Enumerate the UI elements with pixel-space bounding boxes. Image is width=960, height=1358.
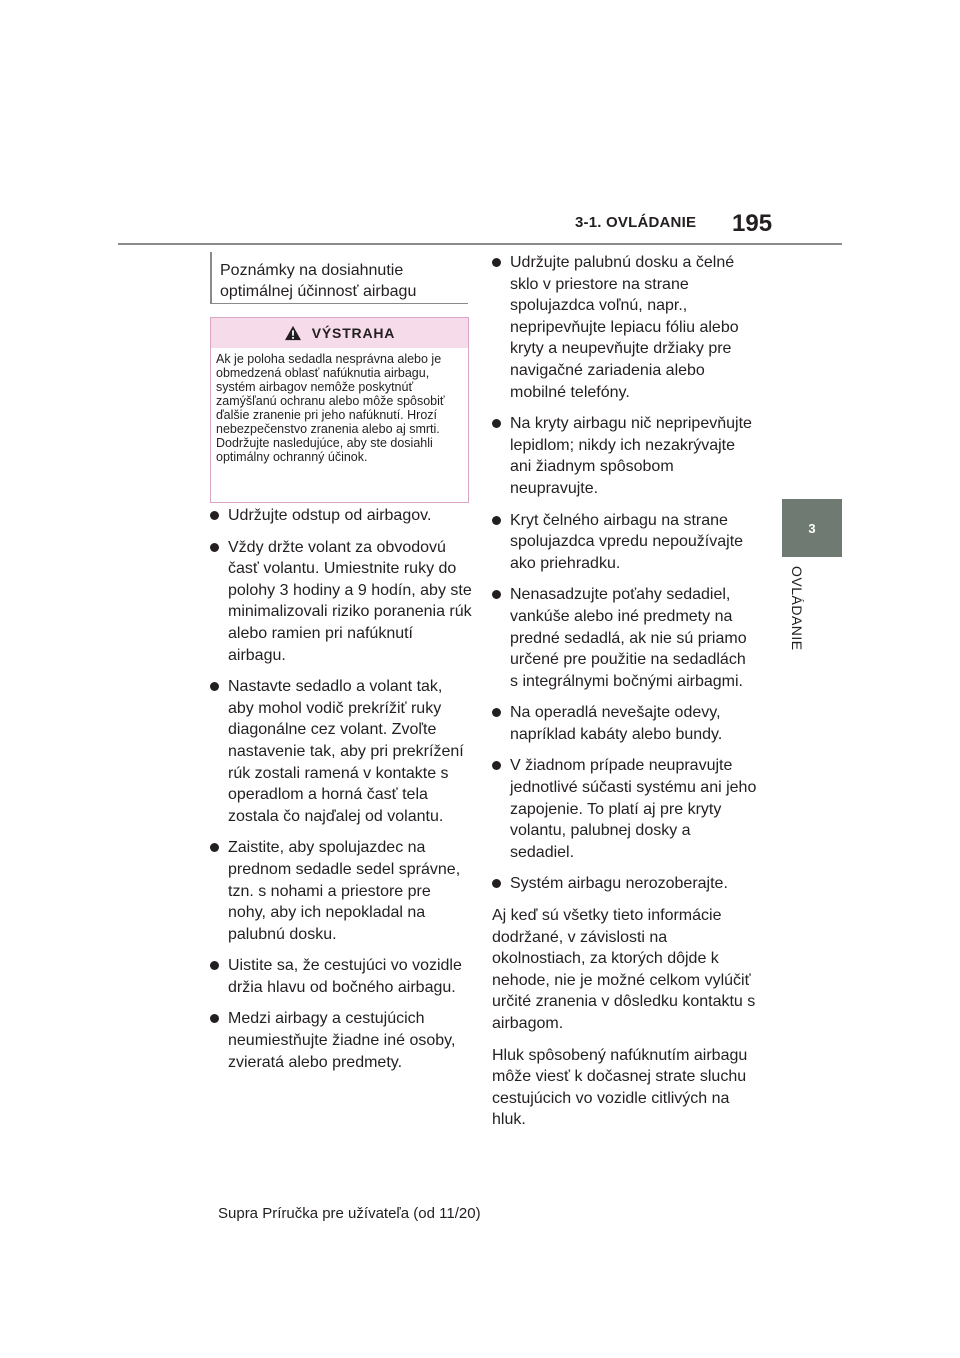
list-item-text: V žiadnom prípade neupravujte jednotlivé súčasti systému ani jeho zapojenie. To platí aj pre kryty volantu, palubnej dosky a sedadiel. (510, 757, 757, 861)
bullet-icon (492, 708, 501, 717)
section-title: 3-1. OVLÁDANIE (575, 214, 697, 231)
list-item-text: Nenasadzujte poťahy sedadiel, vankúše alebo iné predmety na predné sedadlá, ak nie sú priamo určené pre použitie na sedadlách s integrálnymi bočnými airbagmi. (510, 586, 747, 690)
note-heading: Poznámky na dosiahnutie optimálnej účinnosť airbagu (210, 252, 468, 304)
list-item (492, 510, 757, 575)
bullet-icon (210, 961, 219, 970)
bullet-icon (210, 1014, 219, 1023)
chapter-tab[interactable] (782, 499, 842, 557)
warning-header (211, 318, 468, 348)
bullet-icon (492, 516, 501, 525)
bullet-icon (210, 543, 219, 552)
list-item (492, 413, 757, 499)
bullet-icon (492, 761, 501, 770)
list-item (492, 755, 757, 863)
list-item-text: Medzi airbagy a cestujúcich neumiestňujte žiadne iné osoby, zvieratá alebo predmety. (228, 1010, 456, 1071)
bullet-icon (492, 258, 501, 267)
list-item-text: Udržujte odstup od airbagov. (228, 507, 432, 524)
bullet-icon (492, 419, 501, 428)
warning-box (210, 317, 469, 503)
list-item-text: Na operadlá nevešajte odevy, napríklad kabáty alebo bundy. (510, 704, 723, 743)
warning-triangle-icon (284, 325, 302, 341)
list-item-text: Zaistite, aby spolujazdec na prednom sedadle sedel správne, tzn. s nohami a priestore pre nohy, aby ich nepokladal na palubnú dosku. (228, 839, 461, 943)
list-item (210, 537, 472, 667)
list-item-text: Uistite sa, že cestujúci vo vozidle držia hlavu od bočného airbagu. (228, 957, 462, 996)
chapter-tab-number: 3 (808, 520, 816, 536)
list-item-text: Kryt čelného airbagu na strane spolujazdca vpredu nepoužívajte ako priehradku. (510, 511, 744, 572)
bullet-icon (492, 590, 501, 599)
list-item (210, 955, 472, 998)
body-paragraph: Aj keď sú všetky tieto informácie dodržané, v závislosti na okolnostiach, za ktorých dôjde k nehode, nie je možné celkom vylúčiť určité zranenia v dôsledku kontaktu s airbagom. (492, 907, 756, 1032)
header-divider (118, 243, 842, 245)
list-item (492, 702, 757, 745)
list-item-text: Vždy držte volant za obvodovú časť volantu. Umiestnite ruky do polohy 3 hodiny a 9 hodín, aby ste minimalizovali riziko poranenia rúk alebo ramien pri nafúknutí airbagu. (228, 538, 472, 664)
chapter-tab-label: OVLÁDANIE (789, 566, 805, 651)
right-column (492, 252, 757, 1141)
left-column (210, 505, 472, 1083)
list-item-text: Udržujte palubnú dosku a čelné sklo v priestore na strane spolujazdca voľnú, napr., nepripevňujte lepiacu fóliu alebo kryty a neupevňujte držiaky pre navigačné zariadenia alebo mobilné telefóny. (510, 254, 739, 401)
list-item (210, 505, 472, 527)
footer-text: Supra Príručka pre užívateľa (od 11/20) (218, 1205, 481, 1222)
list-item (492, 584, 757, 692)
list-item-text: Nastavte sedadlo a volant tak, aby mohol vodič prekrížiť ruky diagonálne cez volant. Zvoľte nastavenie tak, aby pri prekrížení rúk zostali ramená v kontakte s operadlom a horná časť tela zostala čo najďalej od volantu. (228, 678, 464, 825)
bullet-icon (210, 682, 219, 691)
list-item-text: Na kryty airbagu nič nepripevňujte lepidlom; nikdy ich nezakrývajte ani žiadnym spôsobom neupravujte. (510, 415, 752, 497)
list-item (210, 676, 472, 827)
bullet-icon (492, 879, 501, 888)
list-item (492, 873, 757, 895)
warning-text: Ak je poloha sedadla nesprávna alebo je obmedzená oblasť nafúknutia airbagu, systém airbagov nemôže poskytnúť zamýšľanú ochranu alebo môže spôsobiť ďalšie zranenie pri jeho nafúknutí. Hrozí nebezpečenstvo zranenia alebo aj smrti. Dodržujte nasledujúce, aby ste dosiahli optimálny ochranný účinok. (216, 352, 445, 464)
bullet-icon (210, 511, 219, 520)
list-item-text: Systém airbagu nerozoberajte. (510, 875, 728, 893)
list-item (492, 252, 757, 403)
page-number: 195 (732, 210, 773, 237)
body-paragraph: Hluk spôsobený nafúknutím airbagu môže viesť k dočasnej strate sluchu cestujúcich vo vozidle citlivých na hluk. (492, 1046, 748, 1129)
warning-title: VÝSTRAHA (311, 325, 396, 341)
bullet-icon (210, 843, 219, 852)
list-item (210, 1008, 472, 1073)
list-item (210, 837, 472, 945)
